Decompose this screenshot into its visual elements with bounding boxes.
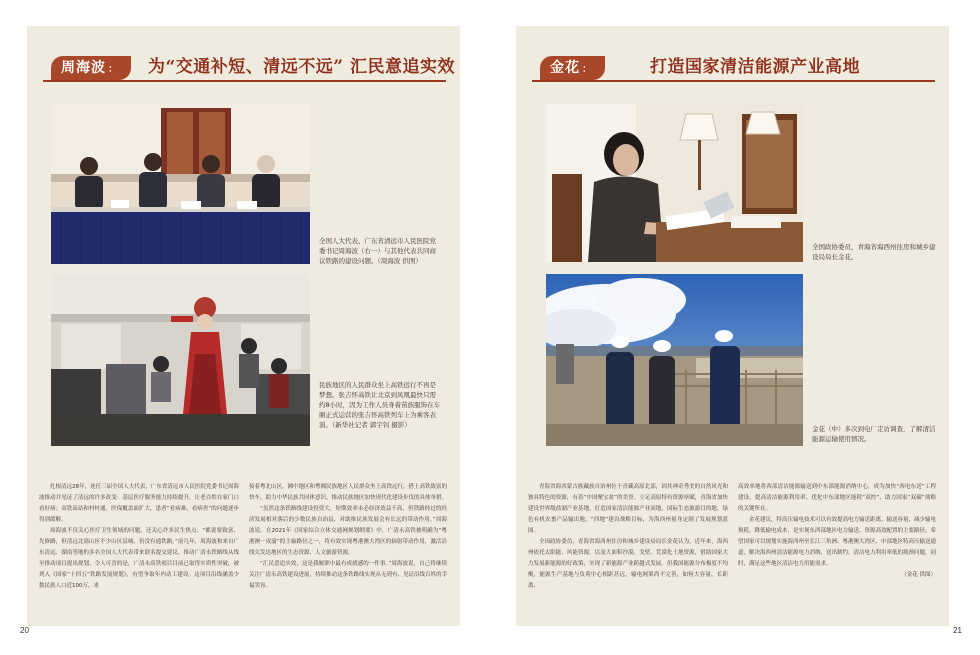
office-photo [546, 104, 803, 262]
paragraph: 接着粤北山区，湘中地区和粤湘民族地区人民群众坐上高铁远行，搭上高铁致富的快车，助力中华民族共同体意识，推动民族地区加快现代化建设步伐的具体举措。 [249, 484, 448, 501]
train-photo-caption: 民族地区的人民群众坐上高铁远行不再是梦想。张吉怀高铁让北京到凤凰最快只需约8小时，因为工作人员身着苗族服饰在车厢正式运营的张吉怀高铁列车上为乘客表演。（新华社记者 郭宇钊 摄影） [319, 381, 441, 429]
right-page [516, 26, 949, 626]
name-badge: 金花 ： [540, 56, 605, 80]
paragraph: 青海省海西蒙古族藏族自治州位于青藏高原北部，因其神奇秀美的自然风光和独具特色的资源，有着“中国聚宝盆”的美誉。立足高原特有资源禀赋，青海省加快建设世界级盐湖产业基地，打造国家清洁能源产业高地、国际生态旅游目的地、绿色有机农畜产品输出地。“四地”建设战略目标，为海西州量身定制了发展规划蓝图。 [528, 484, 728, 534]
page-number-left: 20 [20, 626, 29, 635]
power-plant-photo [546, 274, 803, 446]
right-body-col2 [738, 482, 936, 581]
meeting-photo [51, 104, 310, 264]
paragraph: 金花建议，特高压输电技术可以有效提高电力输送距离、输送容量，减少输电损耗，降低输电成本，是实现东西部地区电力输送、资源高效配置的主要路径。希望国家可以规划实施海西州至长江三角洲、粤港澳大湾区、中部地区特高压输送通道，解决海西州清洁能源电力消纳、送出制约，清洁电力利用率低的瓶颈问题，同时，满足这些地区清洁电力用能需求。 [738, 517, 937, 567]
name-badge: 周海波 ： [51, 56, 131, 80]
paragraph: 高效率地将西部清洁能源输送到中东部能源消纳中心，成为加快“西电东送”工程建设、提高清洁能源利用率、优化中东部地区能耗“双控”，助力国家“双碳”战略的关键所在。 [738, 484, 936, 512]
power-plant-photo-caption: 金花（中）多次到电厂走访调查，了解清洁能源运输使用情况。 [812, 425, 936, 443]
right-body-col1 [528, 482, 728, 592]
train-photo [51, 274, 310, 446]
article-title: 打造国家清洁能源产业高地 [650, 57, 860, 77]
header-rule [43, 80, 446, 82]
paragraph: “虽然这条铁路线建设投资大，短期效率未必经济效益不高，但铁路经过的经济发展相对落后的少数民族自治县，对助推民族发展会有长远的带动作用。”周海波说。在2021年《国家综合立体交通网规划纲要》中，广清永高铁被明确为“粤港澳－成渝”的主轴路径之一，将有效实现粤港澳大湾区的辐射带动作用，激活沿线欠发达地区的生态资源、人文旅游资源。 [249, 506, 447, 556]
author-name: 金花 [550, 60, 580, 76]
office-photo-caption: 全国政协委员，青海省海西州住房和城乡建设局局长金花。 [812, 243, 936, 261]
header-rule [532, 80, 935, 82]
paragraph: 全国政协委员、青海省海西州住房和城乡建设局局长金花认为，近年来，海西州依托太阳能、风能资源，以及大面积沙漠、戈壁、荒漠化土地资源，借助国家大力发展新能源的好政策，实现了新能源产业跨越式发展。但我国能源分布极度不均衡，能源生产基地与负荷中心相距甚远，输电网架尚不完善，如何大容量、长距离、 [528, 539, 728, 589]
page-number-right: 21 [953, 626, 962, 635]
paragraph: “汇民意追实效，这是我履职中最有成就感的一件事。”周海波说，自己将继续关注广清永高铁建设进展，持续推动这条铁路线实现从无到有、见证沿线百姓的幸福笑容。 [249, 561, 448, 589]
left-body-col1 [39, 482, 239, 592]
article-title: 为“交通补短、清远不远” 汇民意追实效 [148, 57, 455, 77]
paragraph: 扎根清远28年，连任三届全国人大代表，广东省清远市人民医院党委书记周海波推动并见证了清远的许多改变：基层医疗服务能力持续提升，让老百姓在家门口看好病；高铁高站和村村通，医保覆盖面扩大，患者“看病难、看病贵”的问题逐步得到缓解。 [39, 484, 239, 523]
left-body-col2 [249, 482, 447, 592]
article-header [43, 56, 455, 82]
photo-credit: （金花 供图） [901, 572, 936, 578]
meeting-photo-caption: 全国人大代表、广东省清远市人民医院党委书记周海波（右一）与其他代表共同商议铁路的建设问题。（周海波 供图） [319, 237, 436, 265]
paragraph: 周海波不仅关心医疗卫生领域的问题，还关心许多民生热点：“都说要致富，先修路，但清远北部山区不少山区县城，仍没有通铁路。”前几年，周海波和来自广东清远、湖南等地的多名全国人大代表带来联名提交建议，推动广清永铁路线从线至推动项目提出规划。令人可喜的是，广清永高铁项目目前已取得实质性突破，被列入《国家“十四五”铁路发展规划》，有望争取年内动工建设。这项目沿线涵盖少数民族人口近100万，来 [39, 528, 239, 589]
author-name: 周海波 [61, 60, 106, 76]
article-header [532, 56, 935, 82]
left-page [27, 26, 460, 626]
